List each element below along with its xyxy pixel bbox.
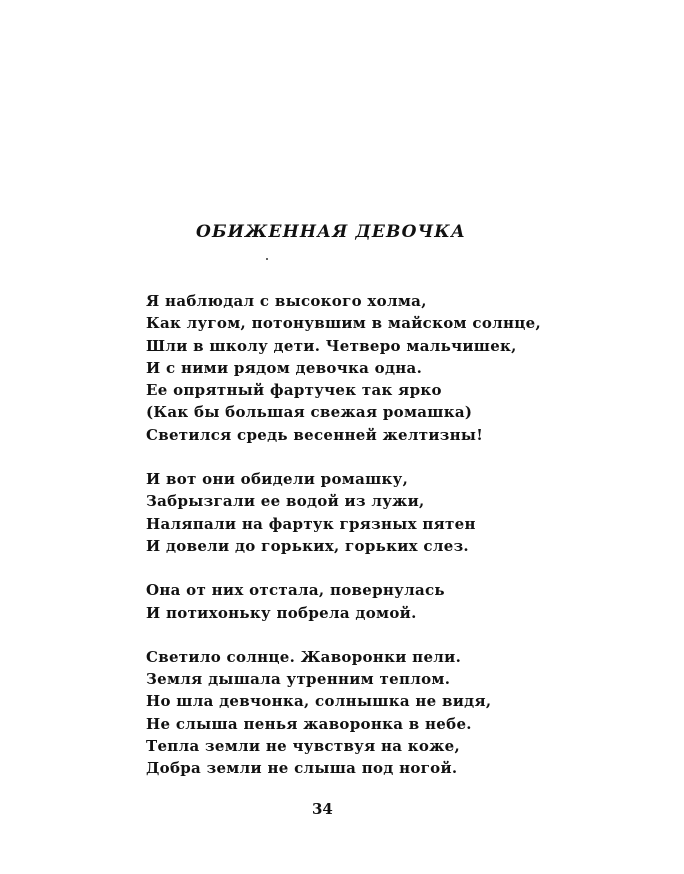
poem-line: И довели до горьких, горьких слез. (146, 536, 469, 555)
poem-title: ОБИЖЕННАЯ ДЕВОЧКА (196, 222, 467, 242)
poem-line: И вот они обидели ромашку, (146, 470, 409, 489)
poem-line: И с ними рядом девочка одна. (146, 358, 423, 377)
stanza-4 (146, 646, 541, 780)
stanza-2 (146, 468, 541, 557)
poem-line: (Как бы большая свежая ромашка) (146, 403, 473, 422)
poem-line: Забрызгали ее водой из лужи, (146, 492, 425, 511)
poem-line: Как лугом, потонувшим в майском солнце, (146, 314, 542, 333)
poem-line: Светился средь весенней желтизны! (146, 425, 484, 444)
poem-line: Земля дышала утренним теплом. (146, 670, 451, 689)
poem-line: Ее опрятный фартучек так ярко (146, 381, 442, 400)
poem-body (146, 290, 541, 780)
poem-line: Я наблюдал с высокого холма, (146, 292, 427, 310)
poem-line: Но шла девчонка, солнышка не видя, (146, 692, 492, 711)
poem-line: Тепла земли не чувствуя на коже, (146, 737, 461, 756)
stanza-1 (146, 290, 541, 446)
poem-line: Она от них отстала, повернулась (146, 581, 445, 600)
stanza-3 (146, 579, 541, 624)
poem-line: Добра земли не слыша под ногой. (146, 759, 458, 778)
poem-line: Шли в школу дети. Четверо мальчишек, (146, 336, 517, 355)
page-number: 34 (312, 800, 333, 818)
poem-line: И потихоньку побрела домой. (146, 603, 417, 622)
poem-line: Не слыша пенья жаворонка в небе. (146, 714, 472, 733)
print-speck (266, 258, 268, 260)
poem-line: Наляпали на фартук грязных пятен (146, 514, 476, 533)
poem-line: Светило солнце. Жаворонки пели. (146, 647, 462, 666)
